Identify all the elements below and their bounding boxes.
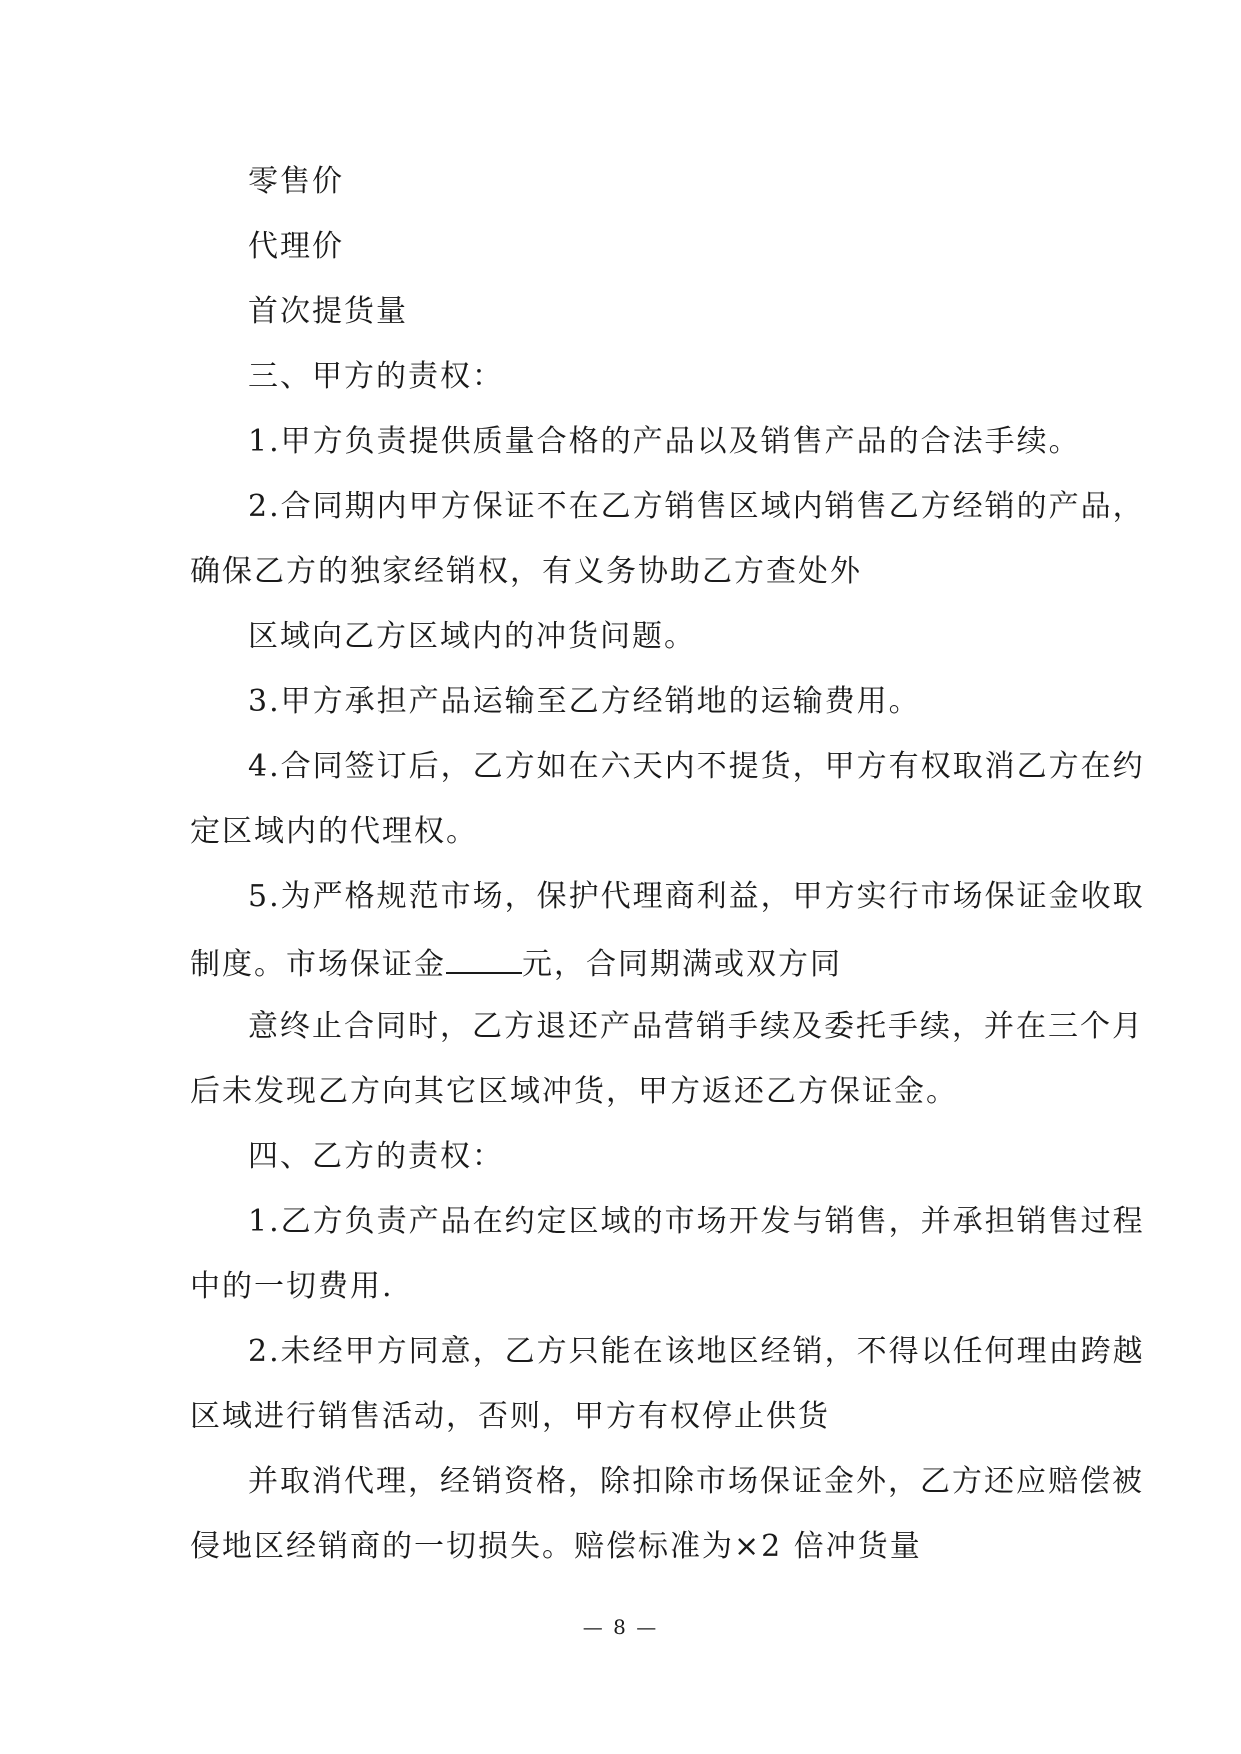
text-line: 2.合同期内甲方保证不在乙方销售区域内销售乙方经销的产品， [248,489,1145,524]
text-line: 4.合同签订后，乙方如在六天内不提货，甲方有权取消乙方在约 [248,749,1145,784]
text-line: 后未发现乙方向其它区域冲货，甲方返还乙方保证金。 [190,1074,958,1109]
text-segment: 元，合同期满或双方同 [522,947,842,982]
text-segment: 制度。市场保证金 [190,947,446,982]
text-line: 5.为严格规范市场，保护代理商利益，甲方实行市场保证金收取 [248,879,1145,914]
text-line: 1.乙方负责产品在约定区域的市场开发与销售，并承担销售过程 [248,1204,1145,1239]
text-line: 中的一切费用. [190,1269,394,1304]
text-line: 确保乙方的独家经销权，有义务协助乙方查处外 [190,554,862,589]
text-line: 定区域内的代理权。 [190,814,478,849]
text-line: 1.甲方负责提供质量合格的产品以及销售产品的合法手续。 [248,424,1081,459]
section-heading: 四、乙方的责权： [248,1139,504,1174]
text-line: 3.甲方承担产品运输至乙方经销地的运输费用。 [248,684,921,719]
text-line: 2.未经甲方同意，乙方只能在该地区经销，不得以任何理由跨越 [248,1334,1145,1369]
text-line-with-blank [190,942,842,985]
text-line: 侵地区经销商的一切损失。赔偿标准为×2 倍冲货量 [190,1529,922,1564]
text-line: 区域进行销售活动，否则，甲方有权停止供货 [190,1399,830,1434]
text-line: 并取消代理，经销资格，除扣除市场保证金外，乙方还应赔偿被 [248,1464,1144,1499]
text-line: 意终止合同时，乙方退还产品营销手续及委托手续，并在三个月 [248,1009,1144,1044]
text-line: 区域向乙方区域内的冲货问题。 [248,619,696,654]
text-line: 零售价 [248,164,344,199]
fill-in-blank [446,942,522,974]
text-line: 代理价 [248,229,344,264]
page-number: — 8 — [582,1615,659,1639]
text-line: 首次提货量 [248,294,408,329]
section-heading: 三、甲方的责权： [248,359,504,394]
